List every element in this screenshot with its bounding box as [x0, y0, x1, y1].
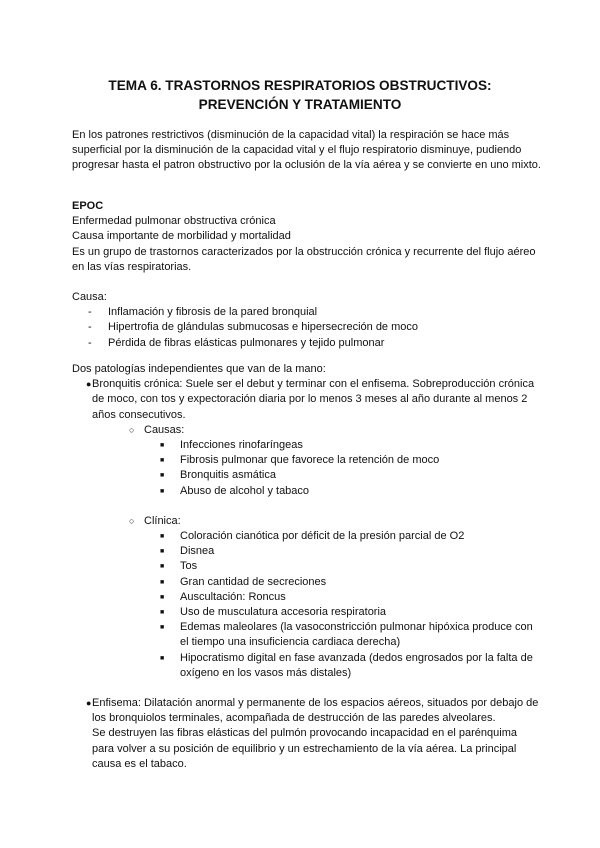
- circle-bullet-icon: ○: [129, 515, 135, 526]
- causa-label: Causa:: [72, 291, 107, 303]
- square-bullet-icon: ■: [160, 533, 165, 541]
- clinica-item-text: Edemas maleolares (la vasoconstricción pulmonar hipóxica produce con el tiempo una insuficiencia cardiaca derecha): [180, 621, 533, 649]
- enfisema-text-2: Se destruyen las fibras elásticas del pulmón provocando incapacidad en el parénquima para volver a su posición de equilibrio y un estrechamiento de la vía aérea. La principal causa es el tabaco.: [92, 727, 517, 770]
- enfisema-item: [72, 696, 542, 772]
- epoc-heading: EPOC: [72, 200, 104, 212]
- causa-item-text: Pérdida de fibras elásticas pulmonares y tejido pulmonar: [108, 336, 385, 349]
- list-item: [72, 438, 542, 453]
- list-item: [72, 529, 542, 544]
- clinica-item-text: Uso de musculatura accesoria respiratoria: [180, 606, 387, 619]
- square-bullet-icon: ■: [160, 487, 165, 495]
- epoc-line-3: Es un grupo de trastornos caracterizados por la obstrucción crónica y recurrente del flujo aéreo en las vías respiratorias.: [72, 245, 536, 273]
- list-item: [72, 484, 542, 499]
- causa-list: [72, 305, 542, 351]
- causas-item-text: Fibrosis pulmonar que favorece la retención de moco: [180, 454, 440, 467]
- disc-bullet-icon: ●: [86, 698, 92, 709]
- bronquitis-item: [72, 377, 542, 423]
- epoc-section: [72, 199, 542, 275]
- list-item: [72, 605, 542, 620]
- spacer: [72, 499, 542, 514]
- causa-item-text: Hipertrofia de glándulas submucosas e hipersecreción de moco: [108, 321, 419, 334]
- causas-item-text: Infecciones rinofaríngeas: [180, 439, 303, 452]
- epoc-line-1: Enfermedad pulmonar obstructiva crónica: [72, 215, 276, 228]
- spacer: [72, 681, 542, 696]
- causas-item-text: Abuso de alcohol y tabaco: [180, 484, 310, 497]
- square-bullet-icon: ■: [160, 593, 165, 601]
- clinica-item-text: Disnea: [180, 545, 215, 558]
- square-bullet-icon: ■: [160, 548, 165, 556]
- square-bullet-icon: ■: [160, 442, 165, 450]
- list-item: - Inflamación y fibrosis de la pared bronquial: [88, 306, 318, 319]
- clinica-item-text: Tos: [180, 560, 198, 573]
- list-item: [72, 544, 542, 559]
- circle-bullet-icon: ○: [129, 424, 135, 435]
- clinica-item-text: Hipocratismo digital en fase avanzada (dedos engrosados por la falta de oxígeno en los vasos más distales): [180, 651, 533, 679]
- list-item: [72, 575, 542, 590]
- clinica-label: Clínica:: [144, 514, 181, 527]
- list-item: [72, 651, 542, 681]
- list-item: [72, 559, 542, 574]
- clinica-item-text: Auscultación: Roncus: [180, 590, 286, 603]
- square-bullet-icon: ■: [160, 472, 165, 480]
- square-bullet-icon: ■: [160, 578, 165, 586]
- title-line-2: PREVENCIÓN Y TRATAMIENTO: [198, 97, 402, 112]
- list-item: - Pérdida de fibras elásticas pulmonares y tejido pulmonar: [88, 336, 385, 349]
- epoc-line-2: Causa importante de morbilidad y mortalidad: [72, 230, 291, 243]
- causas-label: Causas:: [144, 423, 185, 436]
- page-title: [60, 76, 540, 114]
- square-bullet-icon: ■: [160, 624, 165, 632]
- square-bullet-icon: ■: [160, 457, 165, 465]
- title-line-1: TEMA 6. TRASTORNOS RESPIRATORIOS OBSTRUCTIVOS:: [108, 78, 492, 93]
- intro-paragraph: En los patrones restrictivos (disminución de la capacidad vital) la respiración se hace más superficial por la disminución de la capacidad vital y el flujo respiratorio disminuye, pudiendo progresar hasta el patron obstructivo por la oclusión de la vía aérea y se convierte en uno mixto.: [72, 129, 541, 172]
- list-item: [72, 453, 542, 468]
- patologias-intro: Dos patologías independientes que van de la mano:: [72, 363, 326, 375]
- list-item: [72, 468, 542, 483]
- causas-item-text: Bronquitis asmática: [180, 469, 276, 482]
- square-bullet-icon: ■: [160, 609, 165, 617]
- disc-bullet-icon: ●: [86, 379, 92, 390]
- square-bullet-icon: ■: [160, 654, 165, 662]
- list-item: [72, 620, 542, 650]
- square-bullet-icon: ■: [160, 563, 165, 571]
- clinica-subheading: [72, 514, 542, 529]
- causas-subheading: [72, 423, 542, 438]
- causa-item-text: Inflamación y fibrosis de la pared bronquial: [108, 306, 318, 319]
- causa-section: [72, 290, 542, 351]
- enfisema-text-1: Enfisema: Dilatación anormal y permanente de los espacios aéreos, situados por debajo de los bronquiolos terminales, acompañada de destrucción de las paredes alveolares.: [92, 697, 539, 725]
- patologias-section: [72, 362, 542, 772]
- clinica-item-text: Coloración cianótica por déficit de la presión parcial de O2: [180, 530, 465, 543]
- list-item: [72, 590, 542, 605]
- bronquitis-text: Bronquitis crónica: Suele ser el debut y terminar con el enfisema. Sobreproducción crónica de moco, con tos y expectoración diaria por lo menos 3 meses al año durante al menos 2 años consecutivos.: [92, 378, 535, 421]
- list-item: - Hipertrofia de glándulas submucosas e hipersecreción de moco: [88, 321, 419, 334]
- clinica-item-text: Gran cantidad de secreciones: [180, 575, 327, 588]
